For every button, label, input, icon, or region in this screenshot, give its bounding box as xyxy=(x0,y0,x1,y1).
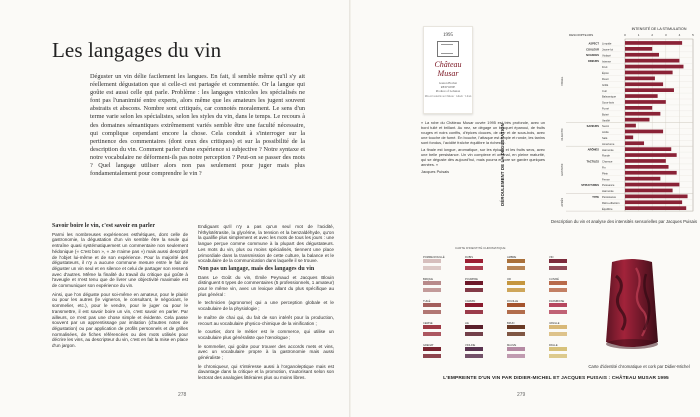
bar xyxy=(625,206,686,210)
swatch-label: POURPRE xyxy=(465,278,478,281)
swatch-chip xyxy=(465,259,483,263)
swatch-chip xyxy=(549,303,567,307)
swatch-chip xyxy=(465,303,483,307)
swatch-chip xyxy=(465,347,483,351)
group-label: TYPE xyxy=(592,195,599,199)
bar xyxy=(625,41,682,45)
label-year: 1995 xyxy=(443,33,453,38)
bar xyxy=(625,136,633,140)
bar xyxy=(625,171,677,175)
intro-paragraph: Déguster un vin délie facilement les langues. En fait, il semble même qu'il s'y ait réellement dégustation que si celle-ci est partagée et commentée. Or la langue qui goûte est aussi celle qui parle. Problème : les langages vinicoles les spécialisés ne font pas l'unanimité entre experts, alors même que les amateurs les jugent souvent abstraits et abscons. Nombre sont critiqués, car connotés moralement. Le sens d'un terme varie selon les spécialistes, selon les styles du vin, dans le temps. Le recours à des domaines sémantiques extrêmement variés semble être une faculté nécessaire, qui complique cependant encore la chose. Cela conduit à s'interroger sur la pertinence des commentaires (dont ceux des critiques) et sur la possibilité de la description du vin. Comment parler d'une expérience si subjective ? Notre syntaxe et notre vocabulaire ne déforment-ils pas notre perception ? Peut-on se passer des mots ? Quel langage utiliser alors non pas seulement pour juger mais plus fondamentalement pour comprendre le vin ? xyxy=(90,73,305,178)
swatch-chip xyxy=(549,288,567,292)
bar xyxy=(625,124,636,128)
swatch-chip xyxy=(507,303,525,307)
category-label: Amertume xyxy=(602,142,615,146)
tasting-paragraph: La finale est longue, aromatique, sur les épices et les fruits secs, avec une belle persistance. Un vin complexe et original, en pleine maturité, qui se déguste dès aujourd'hui, mais pourra encore se garder quelques années. » xyxy=(421,147,545,167)
label-subtitle xyxy=(424,81,472,93)
swatch-chip xyxy=(423,303,441,307)
category-label: Limpide xyxy=(602,42,612,46)
category-label: Fleuri xyxy=(602,78,609,82)
section-heading-1: Savoir boire le vin, c'est savoir en parler xyxy=(52,223,155,229)
category-label: Salé xyxy=(602,137,608,141)
bar xyxy=(625,159,666,163)
category-label: Ronde xyxy=(602,154,610,158)
swatch-chip xyxy=(465,288,483,292)
swatch-chip xyxy=(549,354,567,358)
color-swatch xyxy=(423,322,441,336)
list-item: le sommelier, qui goûte pour trouver des accords mets et vins, avec un vocabulaire propre à la gastronomie mais aussi généraliste ; xyxy=(198,343,334,361)
swatch-label: CERISE xyxy=(423,322,433,325)
swatch-chip xyxy=(423,325,441,329)
swatch-label: AMBRE xyxy=(507,256,517,259)
color-swatch xyxy=(423,344,441,358)
bar xyxy=(625,112,660,116)
category-label: Intense xyxy=(602,60,611,64)
bar xyxy=(625,141,644,145)
group-label: TACTILES xyxy=(586,160,599,164)
category-label: Violacé xyxy=(602,54,611,58)
list-item: le courtier, dont le métier est le commerce, qui utilise un vocabulaire plus généraliste que l'œnologue ; xyxy=(198,329,334,340)
list-item: le maître de chai qui, du fait de son intérêt pour la production, recourt au vocabulaire physico-chimique de la vinification ; xyxy=(198,314,334,326)
swatch-chip xyxy=(549,347,567,351)
bar xyxy=(625,65,683,69)
swatch-chip xyxy=(465,325,483,329)
bar xyxy=(625,59,679,63)
swatch-label: FRAMBOISE xyxy=(549,300,565,303)
bar xyxy=(625,200,682,204)
swatch-chip xyxy=(507,347,525,351)
bar xyxy=(625,53,659,57)
body-paragraph: Dans Le Goût du vin, Émile Peynaud et Jacques Blouin distinguent 6 types de commentaires (5 professionnels, 1 amateur) pour le même vin, avec un lexique allant du plus spécifique au plus général : xyxy=(198,274,334,297)
color-swatch xyxy=(465,344,483,358)
color-swatch xyxy=(465,256,483,270)
x-tick-label: 0 xyxy=(624,33,626,37)
bar xyxy=(625,77,655,81)
label-line-2: RED WINE xyxy=(440,85,456,89)
x-tick-label: 5 xyxy=(692,33,694,37)
swatch-label: VANILLE xyxy=(549,322,560,325)
bar xyxy=(625,130,663,134)
swatch-chip xyxy=(549,332,567,336)
body-paragraph: Ainsi, que l'on déguste pour soi-même en amateur, pour le plaisir ou pour les autres (le vigneron, le consultant, le négociant, le sommelier, etc.), pour le vendre, pour le juger ou pour le transmettre, il est savoir boire un vin, c'est savoir en parler. Par ailleurs, ce n'est pas une chose simple et évidente. Cela passe souvent par un apprentissage par imitation (d'autres notes de dégustation) ou par application de profils personnels et de grilles normalisées, de fiches référencées ou des mots utilisés pour décrire les vins, au descripteur du vin, c'est en fait la mise en place d'un jargon. xyxy=(52,291,188,349)
category-label: Épicé xyxy=(602,72,609,76)
text-columns xyxy=(52,224,334,394)
swatch-chip xyxy=(423,288,441,292)
tasting-note xyxy=(421,120,545,176)
color-swatch-grid xyxy=(421,246,587,372)
category-label: Plein xyxy=(602,172,608,176)
color-swatch xyxy=(465,278,483,292)
group-label: ODEURS xyxy=(587,60,599,64)
intensity-chart-svg xyxy=(547,26,695,218)
text-column-2 xyxy=(198,224,334,394)
swatch-chip xyxy=(549,325,567,329)
bar xyxy=(625,153,677,157)
swatch-label: VIOLINE xyxy=(465,344,476,347)
swatch-chip xyxy=(465,281,483,285)
color-swatch xyxy=(507,256,525,270)
chart-title: INTENSITÉ DE LA STIMULATION xyxy=(631,27,687,31)
cork-caption: Carte d'identité chromatique et cork par Didier-Michel xyxy=(588,364,690,369)
category-label: Fumé xyxy=(602,107,609,111)
swatch-label: POMME ROUILLÉ xyxy=(423,256,445,259)
category-label: Balsamique xyxy=(602,95,617,99)
swatch-chip xyxy=(423,347,441,351)
swatch-chip xyxy=(423,281,441,285)
body-paragraph: Parmi les nombreuses expériences esthétiques, dont celle de gastronomie, la dégustation d'un vin semble être la seule qui entraîne quasi systématiquement un commentaire non seulement hédonique (« C'est bon », « Je n'aime pas ») mais aussi descriptif de l'objet lui-même et de son expérience. Pour la majorité des dégustateurs, il n'y a aucune commune mesure entre le fait de déguster un vin seul et en silence et celui de partager son ressenti avec d'autres. Même la finalité du travail du critique qui goûte à l'aveugle et n'est tenu que de livrer une objectivité maximale est de communiquer son expérience du vin. xyxy=(52,231,188,289)
category-label: Persistance xyxy=(602,196,617,200)
bar xyxy=(625,165,669,169)
list-item: le chroniqueur, qui s'intéresse aussi à l'organoleptique mais est davantage dans la critique et la promotion, s'autorisant selon son lectorat des analogies littéraires plus ou moins libres. xyxy=(198,363,334,381)
swatch-chip xyxy=(507,259,525,263)
swatch-chip xyxy=(507,354,525,358)
phase-label: APRÈS xyxy=(561,197,564,207)
swatch-label: CARMIN xyxy=(465,300,476,303)
swatch-chip xyxy=(507,325,525,329)
swatch-chip xyxy=(549,310,567,314)
bar xyxy=(625,71,673,75)
color-swatch xyxy=(507,300,525,314)
category-label: Rétro-olfaction xyxy=(602,201,620,205)
x-tick-label: 2 xyxy=(651,33,654,37)
group-label: NUANCES xyxy=(586,54,599,58)
x-tick-label: 4 xyxy=(678,33,681,37)
swatch-chip xyxy=(465,354,483,358)
category-label: Harmonie xyxy=(602,148,614,152)
bar xyxy=(625,118,649,122)
swatch-heading: CARTE D'IDENTITÉ CHROMATIQUE xyxy=(455,246,506,250)
swatch-chip xyxy=(549,259,567,263)
color-swatch xyxy=(549,322,567,336)
swatch-label: OR xyxy=(507,278,511,281)
swatch-chip xyxy=(423,310,441,314)
group-label: SAVEURS xyxy=(586,125,599,129)
bar xyxy=(625,100,666,104)
page-number-left: 278 xyxy=(178,392,187,398)
label-small-print: Mis en bouteille au Château · Ghazir · Liban xyxy=(424,95,472,98)
phase-label: VISUEL xyxy=(561,76,564,86)
swatch-chip xyxy=(507,332,525,336)
swatch-chip xyxy=(507,281,525,285)
phase-label: OLFACTIF xyxy=(561,128,564,141)
color-swatch xyxy=(423,300,441,314)
color-swatch xyxy=(423,278,441,292)
chart-caption: Description du vin et analyse des intensités sensorielles par Jacques Puisais xyxy=(551,219,697,224)
bar xyxy=(625,189,673,193)
bar xyxy=(625,94,658,98)
left-page xyxy=(0,0,349,417)
category-label: Équilibre xyxy=(602,207,613,211)
group-label: ARÔMES xyxy=(587,148,599,152)
label-line-3: Produce of Lebanon xyxy=(435,89,461,93)
descriptors-header: DESCRIPTEURS xyxy=(569,33,594,37)
category-label: Acide xyxy=(602,131,609,135)
swatch-chip xyxy=(507,310,525,314)
swatch-chip xyxy=(465,310,483,314)
swatch-label: BRIQUE xyxy=(423,278,433,281)
category-label: Fruit xyxy=(602,66,608,70)
swatch-chip xyxy=(423,259,441,263)
list-item: le technicien (agronome) qui a une perception globale et le vocabulaire de la physiologie ; xyxy=(198,300,334,312)
color-swatch xyxy=(549,278,567,292)
category-label: Puissance xyxy=(602,184,615,188)
group-label: ASPECT xyxy=(588,42,599,46)
intensity-chart xyxy=(499,26,695,218)
swatch-chip xyxy=(507,266,525,270)
bar xyxy=(625,88,674,92)
category-label: Cuir xyxy=(602,89,607,93)
page-title: Les langages du vin xyxy=(52,38,222,62)
swatch-chip xyxy=(465,332,483,336)
x-tick-label: 1 xyxy=(637,33,640,37)
color-swatch xyxy=(465,300,483,314)
color-swatch xyxy=(465,322,483,336)
swatch-chip xyxy=(549,266,567,270)
x-tick-label: 3 xyxy=(664,33,667,37)
swatch-chip xyxy=(423,332,441,336)
category-label: Fin xyxy=(602,166,606,170)
chateau-drawing-icon xyxy=(437,41,459,57)
section-heading-2: Non pas un langage, mais des langages du vin xyxy=(198,265,315,272)
color-swatch xyxy=(507,322,525,336)
body-paragraph: Endiguant qu'il n'y a pas qu'un seul mot de l'acidité, l'éthylotétrasite, la glycérine, la tension et la benzaldéhyde, qu'on la qualifie plus simplement et avec les mots de tous les jours : une langue perçue comme commune à la plupart des dégustateurs. Les mots du vin, plus ou moins spécialisés, tiennent une place primordiale dans la transmission de cette culture, la balance et le vocabulaire de la communication dans laquelle il se trouve. xyxy=(198,224,334,264)
swatch-label: ROUILLE xyxy=(507,300,519,303)
text-column-1 xyxy=(52,224,188,394)
label-line-1: Gaston Hochar xyxy=(438,81,458,85)
group-label: COULEUR xyxy=(586,48,599,52)
category-label: Vanillé xyxy=(602,119,610,123)
category-label: Sucré xyxy=(602,125,610,129)
swatch-chip xyxy=(507,288,525,292)
swatch-label: MAUVE xyxy=(507,344,517,347)
swatch-chip xyxy=(423,354,441,358)
swatch-chip xyxy=(549,281,567,285)
swatch-label: LIE xyxy=(465,322,469,325)
color-swatch xyxy=(423,256,445,270)
category-label: Grillé xyxy=(602,83,609,87)
phase-label: GUSTATIF xyxy=(561,163,564,177)
bar xyxy=(625,147,671,151)
category-label: Sous-bois xyxy=(602,101,614,105)
bar xyxy=(625,82,663,86)
category-label: Harmonie xyxy=(602,190,614,194)
bar xyxy=(625,177,660,181)
category-label: Jaune-lui xyxy=(602,48,613,52)
swatch-label: PAILLE xyxy=(549,344,558,347)
color-swatch xyxy=(549,256,567,270)
swatch-chip xyxy=(465,266,483,270)
category-label: Boisé xyxy=(602,113,609,117)
color-swatch xyxy=(549,344,567,358)
tasting-author: Jacques Puisais xyxy=(421,169,450,174)
chart-vertical-title: DÉROULEMENT DE LA DÉGUSTATION xyxy=(499,123,505,206)
bar xyxy=(625,106,652,110)
category-label: Charnue xyxy=(602,160,613,164)
color-swatch xyxy=(507,278,525,292)
swatch-label: GRENAT xyxy=(423,344,434,347)
swatch-label: BRUN xyxy=(507,322,515,325)
swatch-label: VIN xyxy=(549,256,554,259)
group-label: STRUCTURES xyxy=(581,184,599,188)
wine-label xyxy=(423,26,473,114)
cork-illustration xyxy=(602,256,662,352)
swatch-chip xyxy=(423,266,441,270)
bar xyxy=(625,47,652,51)
bar xyxy=(625,195,688,199)
color-swatch xyxy=(507,344,525,358)
bar xyxy=(625,183,679,187)
right-page xyxy=(351,0,700,417)
swatch-label: TUILÉ xyxy=(423,300,431,303)
page-number-right: 279 xyxy=(517,392,526,398)
swatch-label: CUIVRÉ xyxy=(549,278,559,281)
tasting-paragraph: « La robe du Château Musar cuvée 1995 est très profonde, avec un bord tuilé et brillant. Au nez, se dégage un bouquet épanoui, de fruits rouges et noirs confits, d'épices douces, de cuir et de sous-bois, avec une touche de fumé. En bouche, l'attaque est ample et ronde, les tanins sont fondus, l'acidité fraîche équilibre la richesse. xyxy=(421,120,545,145)
color-swatch xyxy=(549,300,567,314)
label-wine-name: Château Musar xyxy=(434,60,462,78)
swatch-label: RUBIS xyxy=(465,256,473,259)
page-footnote: L'EMPREINTE D'UN VIN PAR DIDIER-MICHEL ET JACQUES PUISAIS : CHÂTEAU MUSAR 1995 xyxy=(443,376,669,381)
category-label: Ferme xyxy=(602,178,610,182)
